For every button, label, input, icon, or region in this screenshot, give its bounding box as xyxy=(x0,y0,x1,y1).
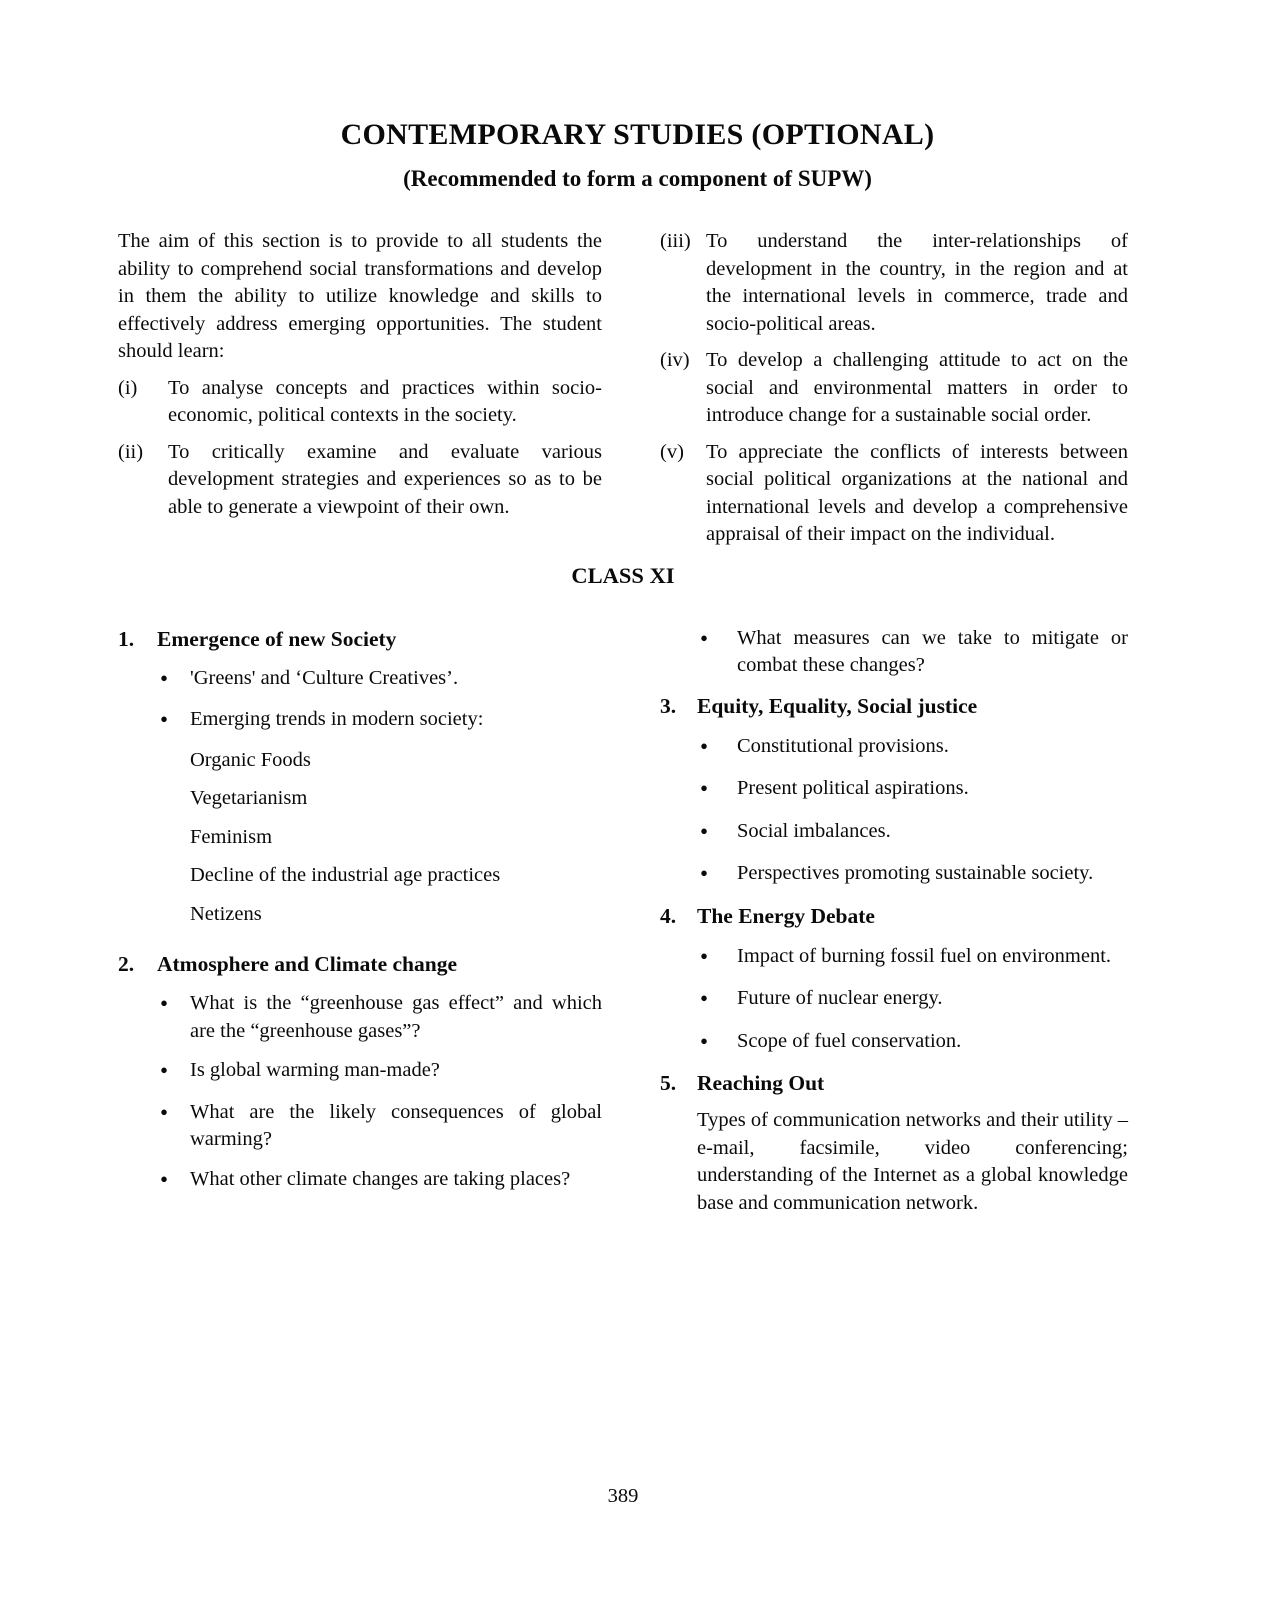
objective-item-i xyxy=(118,375,602,430)
bullet-item xyxy=(118,665,602,695)
sub-item: Netizens xyxy=(190,902,262,925)
objective-marker: (ii) xyxy=(118,440,144,463)
page-subtitle: (Recommended to form a component of SUPW) xyxy=(403,166,872,191)
sub-item: Organic Foods xyxy=(190,748,311,771)
bullet-text: Constitutional provisions. xyxy=(737,734,949,757)
bullet-item xyxy=(660,733,1128,763)
objective-text: To develop a challenging attitude to act on the social and environmental matters in order to introduce change for a sustainable social order. xyxy=(706,349,1128,426)
bullet-text: What other climate changes are taking places? xyxy=(190,1167,571,1190)
syllabus-section xyxy=(118,625,1128,1218)
continuation-bullet-item xyxy=(660,625,1128,680)
bullet-item xyxy=(660,860,1128,890)
objective-marker: (v) xyxy=(660,440,684,463)
bullet-icon xyxy=(700,1028,737,1058)
bullet-text: What measures can we take to mitigate or combat these changes? xyxy=(737,626,1128,676)
bullet-item xyxy=(660,818,1128,848)
bullet-icon xyxy=(700,733,737,763)
syllabus-right-column xyxy=(660,625,1128,1218)
bullet-text: Present political aspirations. xyxy=(737,777,969,799)
bullet-text: Emerging trends in modern society: xyxy=(190,708,484,730)
bullet-item xyxy=(660,1028,1128,1058)
page-title: CONTEMPORARY STUDIES (OPTIONAL) xyxy=(340,118,935,151)
aim-paragraph: The aim of this section is to provide to all students the ability to comprehend social transformations and develop in them the ability to utilize knowledge and skills to effectively address emerging opportunities. The student should learn: xyxy=(118,230,602,362)
section-paragraph: Types of communication networks and their utility – e-mail, facsimile, video conferencing; understanding of the Internet as a global knowledge base and communication network. xyxy=(697,1109,1128,1214)
bullet-text: 'Greens' and ‘Culture Creatives’. xyxy=(190,666,459,689)
class-heading: CLASS XI xyxy=(571,562,675,588)
sub-item: Decline of the industrial age practices xyxy=(190,864,501,886)
section-number: 3. xyxy=(660,693,677,718)
bullet-text: What is the “greenhouse gas effect” and which are the “greenhouse gases”? xyxy=(190,992,602,1042)
bullet-text: Is global warming man-made? xyxy=(190,1059,440,1081)
bullet-text: Perspectives promoting sustainable society. xyxy=(737,862,1094,884)
bullet-text: Future of nuclear energy. xyxy=(737,987,943,1009)
objective-item-iv xyxy=(660,347,1128,430)
section-number: 4. xyxy=(660,903,677,928)
syllabus-left-column xyxy=(118,625,602,1218)
sub-item: Feminism xyxy=(190,825,273,848)
intro-section xyxy=(118,228,1128,549)
objective-text: To analyse concepts and practices within socio-economic, political contexts in the society. xyxy=(168,376,602,426)
section-5-heading xyxy=(660,1069,1128,1097)
bullet-item xyxy=(660,775,1128,805)
section-4-heading xyxy=(660,902,1128,930)
bullet-item xyxy=(118,706,602,736)
objective-marker: (i) xyxy=(118,376,138,399)
objective-text: To understand the inter-relationships of development in the country, in the region and at the international levels in commerce, trade and socio-political areas. xyxy=(706,230,1128,335)
objective-text: To critically examine and evaluate various development strategies and experiences so as to be able to generate a viewpoint of their own. xyxy=(168,440,602,518)
objective-marker: (iv) xyxy=(660,349,690,371)
bullet-icon xyxy=(700,775,737,805)
bullet-icon xyxy=(160,1166,190,1196)
bullet-icon xyxy=(700,985,737,1015)
bullet-icon xyxy=(160,1057,190,1087)
section-title: Atmosphere and Climate change xyxy=(157,952,457,976)
page-number: 389 xyxy=(607,1485,639,1507)
section-number: 1. xyxy=(118,626,135,651)
bullet-text: What are the likely consequences of global warming? xyxy=(190,1100,602,1150)
section-3-heading xyxy=(660,692,1128,720)
bullet-text: Scope of fuel conservation. xyxy=(737,1029,962,1052)
bullet-icon xyxy=(700,625,737,680)
bullet-icon xyxy=(700,860,737,890)
bullet-item xyxy=(118,1166,602,1196)
objective-item-v xyxy=(660,439,1128,549)
section-title: Reaching Out xyxy=(697,1071,825,1095)
bullet-item xyxy=(660,943,1128,973)
bullet-icon xyxy=(700,818,737,848)
bullet-item xyxy=(118,990,602,1045)
objective-item-iii xyxy=(660,228,1128,338)
bullet-item xyxy=(118,1099,602,1154)
objective-marker: (iii) xyxy=(660,230,691,252)
intro-right-column xyxy=(660,228,1128,549)
sub-item: Vegetarianism xyxy=(190,787,308,809)
bullet-item xyxy=(660,985,1128,1015)
section-title: The Energy Debate xyxy=(697,903,875,928)
bullet-icon xyxy=(160,706,190,736)
section-title: Emergence of new Society xyxy=(157,626,397,651)
bullet-icon xyxy=(160,665,190,695)
section-number: 5. xyxy=(660,1071,677,1095)
bullet-icon xyxy=(160,990,190,1045)
bullet-item xyxy=(118,1057,602,1087)
bullet-text: Impact of burning fossil fuel on environment. xyxy=(737,944,1112,967)
objective-text: To appreciate the conflicts of interests between social political organizations at the national and international levels and develop a comprehensive appraisal of their impact on the individual. xyxy=(706,440,1128,545)
objective-item-ii xyxy=(118,439,602,522)
section-number: 2. xyxy=(118,952,135,976)
intro-left-column xyxy=(118,228,602,549)
section-1-heading xyxy=(118,625,602,653)
bullet-icon xyxy=(160,1099,190,1154)
section-2-heading xyxy=(118,950,602,978)
bullet-text: Social imbalances. xyxy=(737,819,891,842)
section-title: Equity, Equality, Social justice xyxy=(697,693,978,718)
bullet-icon xyxy=(700,943,737,973)
